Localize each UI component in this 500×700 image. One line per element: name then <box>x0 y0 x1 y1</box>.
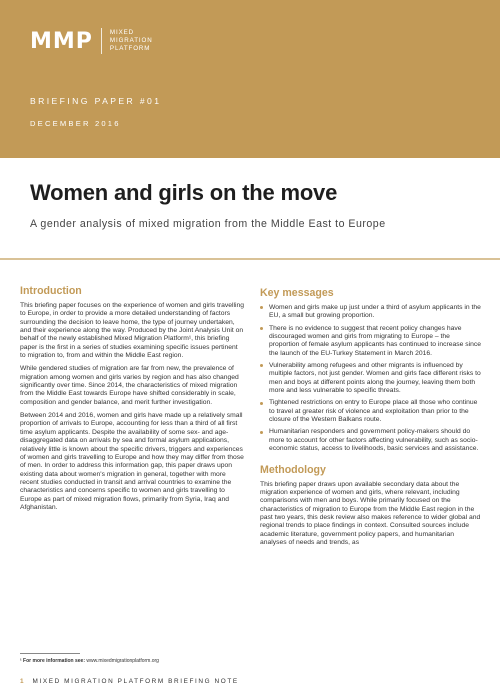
intro-paragraph: While gendered studies of migration are far from new, the prevalence of migration among women and girls varies by region and has also changed significantly over time. Since 2014, the characteristics of mixed migration from the Middle East towards Europe have shifted considerably in scale, composition and gender balance, and merit further investigation. <box>20 365 239 406</box>
introduction-heading: Introduction <box>20 285 82 297</box>
methodology-heading: Methodology <box>260 463 326 476</box>
key-message-item <box>260 362 482 395</box>
key-message-item <box>260 399 482 424</box>
key-message-text: Vulnerability among refugees and other migrants is influenced by multiple factors, not just gender. Women and girls face different risks to men and boys at different points along the journey, leaving them both more and less vulnerable to specific threats. <box>269 362 481 395</box>
logo-line: MIXED <box>109 29 135 36</box>
briefing-paper-number: BRIEFING PAPER #01 <box>30 96 162 106</box>
methodology-text: This briefing paper draws upon available secondary data about the migration experience of women and girls, where relevant, including comparisons with men and boys. While primarily focused on the characteristics of migration to Europe from the Middle East region in the past two years, this desk review also makes reference to wider global and regional trends to place findings in context. Consulted sources include academic literature, government policy papers, and humanitarian analyses of needs and trends, as <box>260 480 481 546</box>
right-column <box>260 287 482 547</box>
footnote-label: ¹ For more information see: <box>20 658 86 664</box>
key-message-item <box>260 428 482 453</box>
key-message-text: Tightened restrictions on entry to Europe place all those who continue to travel at greater risk of violence and exploitation than prior to the closure of the Western Balkans route. <box>269 399 478 424</box>
intro-paragraph: Between 2014 and 2016, women and girls have made up a relatively small proportion of arrivals to Europe, accounting for less than a third of all first time asylum applicants. Despite the availability of some sex- and age-disaggregated data on arrivals by sea and formal asylum applications, relatively little is known about the specific drivers, triggers and experiences of women and girls travelling to Europe and how they may differ from those of men. In order to address this information gap, this paper draws upon existing data about women's migration in general, together with more recent studies conducted in transit and arrival countries to examine the characteristics and concerns specific to women and girls travelling to Europe as part of mixed migration flows, primarily from Syria, Iraq and Afghanistan. <box>20 412 244 511</box>
page-subtitle: A gender analysis of mixed migration from the Middle East to Europe <box>30 218 386 230</box>
footer-text: MIXED MIGRATION PLATFORM BRIEFING NOTE <box>32 678 239 685</box>
footnote <box>20 658 159 664</box>
page-footer <box>20 678 239 685</box>
header-banner <box>0 0 500 158</box>
section-divider <box>0 258 500 260</box>
key-message-text: Women and girls make up just under a third of asylum applicants in the EU, a small but growing proportion. <box>269 304 481 320</box>
logo-separator <box>101 28 102 54</box>
footnote-link[interactable]: www.mixedmigrationplatform.org <box>86 658 159 664</box>
logo-text <box>110 29 153 53</box>
logo-line: MIGRATION <box>109 37 153 44</box>
page-number: 1 <box>20 678 26 685</box>
left-column <box>20 285 245 517</box>
key-messages-list <box>260 304 482 454</box>
intro-paragraph: This briefing paper focuses on the experience of women and girls travelling to Europe, in order to provide a more detailed understanding of factors surrounding the decision to leave home, the type of journey undertaken, and their experience along the way. Produced by the Joint Analysis Unit on behalf of the newly established Mixed Migration Platform¹, this briefing paper is the first in a series of studies examining specific issues pertinent to migration to, from and within the Middle East region. <box>20 302 244 360</box>
page-title: Women and girls on the move <box>30 180 338 205</box>
publication-date: DECEMBER 2016 <box>30 119 121 128</box>
bullet-icon <box>260 327 263 330</box>
key-messages-heading: Key messages <box>260 287 334 299</box>
footnote-rule <box>20 653 80 654</box>
bullet-icon <box>260 402 263 405</box>
logo-line: PLATFORM <box>109 45 151 52</box>
key-message-text: Humanitarian responders and government policy-makers should do more to account for other factors affecting vulnerability, such as socio-economic status, access to livelihoods, basic services and assistance. <box>269 428 479 453</box>
bullet-icon <box>260 364 263 367</box>
key-message-text: There is no evidence to suggest that recent policy changes have discouraged women and girls from migrating to Europe – the proportion of female asylum applicants has continued to increase since the launch of the EU-Turkey Statement in March 2016. <box>269 324 481 357</box>
mmp-logo <box>30 28 153 54</box>
bullet-icon <box>260 306 263 309</box>
key-message-item <box>260 325 482 358</box>
logo-mark: MMP <box>30 28 93 54</box>
key-message-item <box>260 304 482 321</box>
bullet-icon <box>260 431 263 434</box>
